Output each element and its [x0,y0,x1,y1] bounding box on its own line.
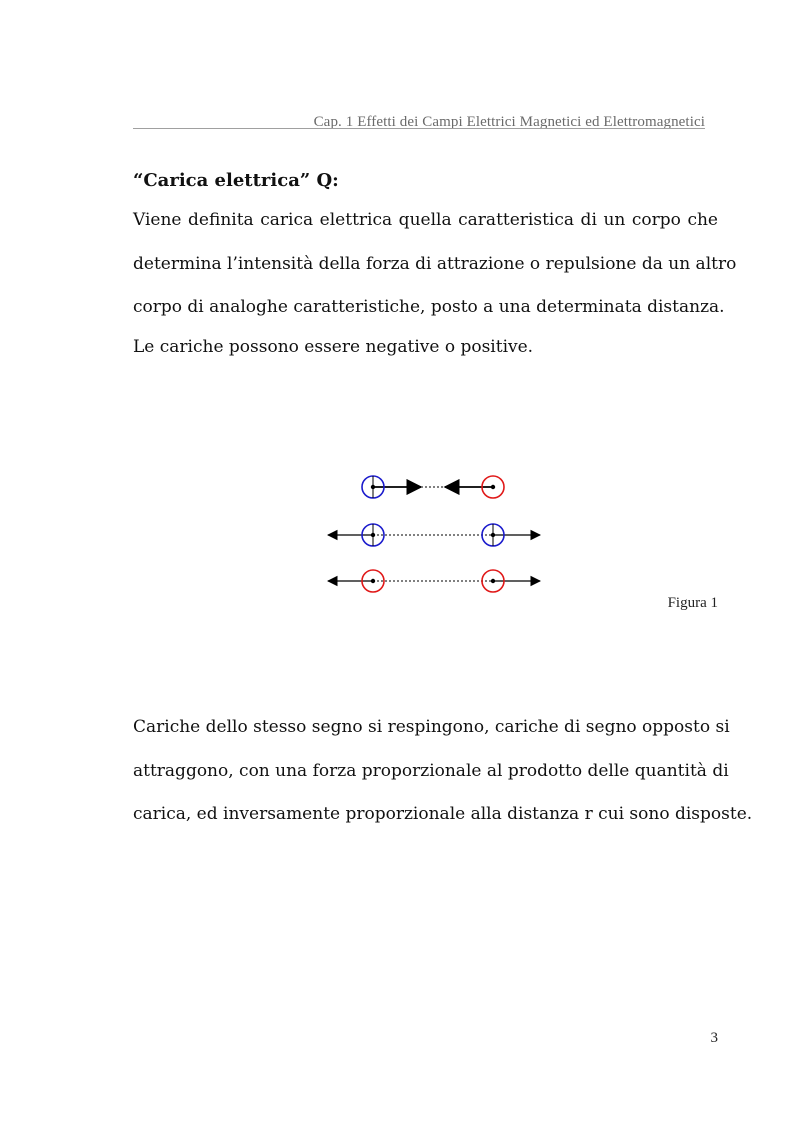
header-rule [133,128,705,129]
paragraph-coulomb [133,706,753,837]
figure-row-repulsion-negative [328,570,540,592]
running-header: Cap. 1 Effetti dei Campi Elettrici Magnetici ed Elettromagnetici [313,114,705,130]
paragraph-line: Viene definita carica elettrica quella caratteristica di un corpo che [133,210,718,230]
paragraph-charge-sign: Le cariche possono essere negative o positive. [133,337,534,357]
paragraph-line: determina l’intensità della forza di attrazione o repulsione da un altro [133,253,737,274]
figure-row-attraction [362,476,504,498]
paragraph-line: carica, ed inversamente proporzionale alla distanza r cui sono disposte. [133,804,753,824]
page-number: 3 [710,1030,718,1046]
paragraph-line: attraggono, con una forza proporzionale al prodotto delle quantità di [133,760,729,781]
paragraph-line: Cariche dello stesso segno si respingono, cariche di segno opposto si [133,717,730,737]
paragraph-line: corpo di analoghe caratteristiche, posto a una determinata distanza. [133,297,725,317]
figure-row-repulsion-positive [328,524,540,546]
charge-interaction-figure [320,468,550,598]
section-heading: “Carica elettrica” Q: [133,170,339,191]
figure-caption: Figura 1 [667,595,718,611]
paragraph-definition [133,199,737,330]
